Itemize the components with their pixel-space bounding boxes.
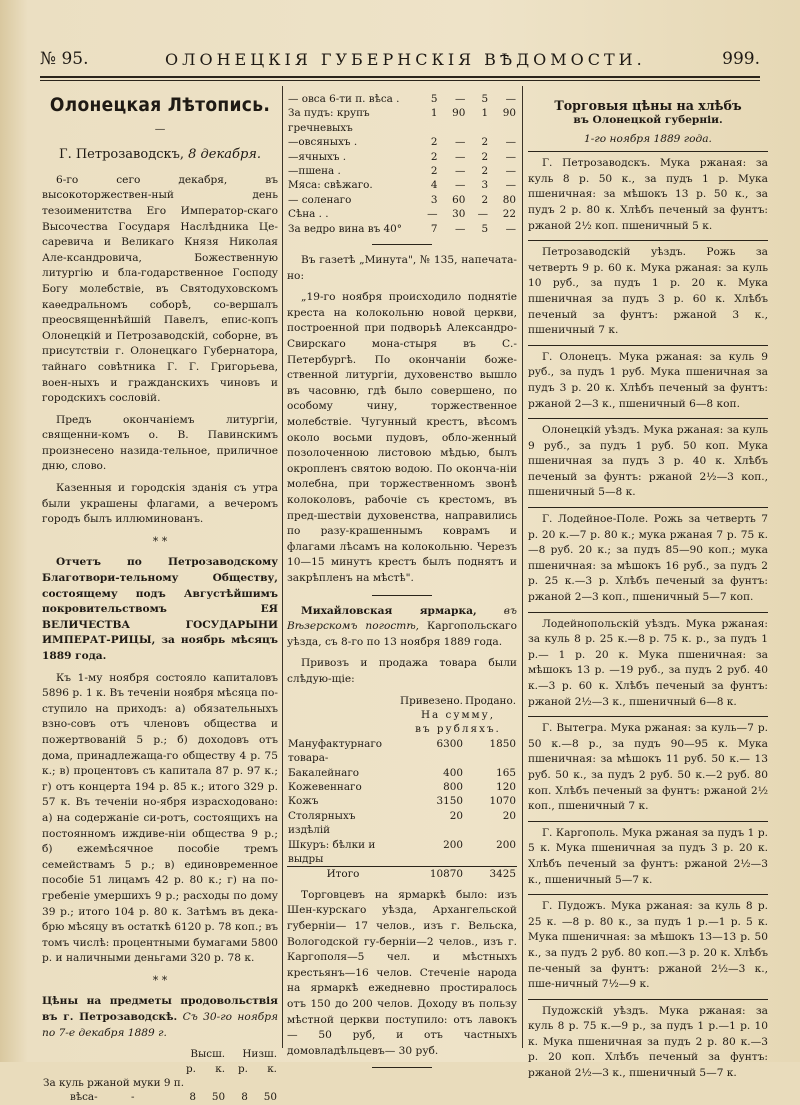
price-value: 30 — [452, 208, 466, 221]
grain-price-entry: Лодейнопольскій уѣздъ. Мука ржаная: за куль 8 р. 25 к.—8 р. 75 к. р., за пудъ 1 р.— 1 р. 20 к. Мука пшеничная: за мѣшокъ 13 р. —19 руб., за пудъ 2 руб. 40 к.—3 р. 60 к. Хлѣбъ печеный за фунтъ: ржаной 2½—3 к., пшеничный 6—8 к. — [528, 617, 768, 708]
unit-rub: р. — [237, 1062, 248, 1075]
price-value: — — [505, 222, 516, 235]
separator — [528, 240, 768, 241]
goods-label: Шкуръ: бѣлки и выдры — [288, 838, 376, 865]
separator — [528, 151, 768, 152]
goods-row — [287, 737, 517, 766]
goods-value: 120 — [496, 780, 516, 793]
price-value: — — [505, 165, 516, 178]
report-title: Отчетъ по Петрозаводскому Благотвори-тельному Обществу, состоящему подъ Августѣйшимъ покровительствомъ ЕЯ ВЕЛИЧЕСТВА ГОСУДАРЫНИ ИМПЕРАТ-РИЦЫ, за ноябрь мѣсяцъ 1889 года. — [42, 556, 278, 662]
price-value: — — [454, 93, 466, 105]
price-row — [287, 135, 517, 149]
price-value: 2 — [481, 136, 489, 149]
separator — [372, 595, 432, 596]
dateline-date: 8 декабря. — [188, 147, 262, 163]
separator — [528, 821, 768, 822]
grain-price-entry: Г. Петрозаводскъ. Мука ржаная: за куль 8 р. 50 к., за пудъ 1 р. Мука пшеничная: за мѣшокъ 13 р. 50 к., за пудъ 2 р. 80 к. Хлѣбъ печеный за фунтъ: ржаной 2½ коп. пшеничный 5 к. — [528, 157, 768, 232]
price-value: 3 — [481, 179, 489, 192]
price-value: — — [454, 165, 466, 178]
col-high: Высш. — [190, 1048, 226, 1061]
prices-title-bold: Цѣны на предметы продовольствія въ г. Петрозаводскѣ. — [42, 995, 278, 1024]
price-value: 7 — [430, 222, 438, 235]
goods-label: Кожъ — [288, 795, 319, 808]
paragraph: Казенныя и городскія зданія съ утра были украшены флагами, а вечеромъ городъ былъ иллюминованъ. — [42, 482, 278, 526]
goods-label: Бакалейнаго — [288, 766, 360, 779]
separator — [528, 418, 768, 419]
price-value: — — [505, 179, 516, 192]
goods-table — [287, 694, 517, 882]
issue-number: № 95. — [40, 49, 89, 69]
dateline — [42, 147, 278, 163]
goods-row — [287, 780, 517, 794]
goods-total-label: Итого — [287, 867, 399, 882]
price-value: — — [454, 136, 466, 149]
price-value: 2 — [430, 150, 438, 163]
price-value: 50 — [211, 1091, 226, 1104]
column-divider-1 — [282, 86, 283, 1048]
goods-total-value: 10870 — [399, 867, 464, 882]
price-value: 5 — [430, 93, 438, 105]
fair-title-place: въ Вѣзерскомъ погостѣ, — [287, 604, 517, 633]
price-row — [287, 92, 517, 106]
goods-col-sold: Продано. — [464, 694, 516, 707]
col-low: Низш. — [242, 1048, 277, 1061]
paragraph: Торговцевъ на ярмаркѣ было: изъ Шен-курскаго уѣзда, Архангельской губерніи— 17 челов., изъ г. Вельска, Вологодской гу-берніи—2 челов., изъ г. Каргополя—5 чел. и мѣстныхъ крестьянъ—16 челов. Стеченіе народа на ярмаркѣ ежедневно простиралось отъ 150 до 200 челов. Доходу въ пользу мѣстной церкви поступило: отъ лавокъ— 50 руб, и отъ частныхъ домовладѣльцевъ— 30 руб. — [287, 888, 517, 1057]
paragraph: Привозъ и продажа товара были слѣдую-щіе: — [287, 657, 517, 685]
goods-row — [287, 794, 517, 808]
price-value: — — [477, 208, 489, 221]
price-row — [287, 222, 517, 236]
column-3 — [528, 92, 768, 1080]
goods-col-sum: На сумму, — [420, 708, 496, 721]
price-row — [287, 178, 517, 192]
goods-value: 1850 — [489, 737, 516, 750]
grain-price-entry: Пудожскій уѣздъ. Мука ржаная: за куль 8 р. 75 к.—9 р., за пудъ 1 р.—1 р. 10 к. Мука пшеничная за пудъ 2 р. 80 к.—3 р. 20 коп. Хлѣбъ печеный за фунтъ: ржаной 2½—3 к., пшеничный 5—7 к. — [528, 1004, 768, 1080]
price-value: 22 — [502, 208, 516, 221]
price-value: 50 — [263, 1091, 277, 1104]
paragraph: 6-го сего декабря, въ высокоторжествен-ный день тезоименитства Его Император-скаго Высочества Государя Наслѣдника Це-саревича и Великаго Князя Николая Але-ксандровича, Божественную литургію и бла-годарственное Господу Богу молебствіе, въ Святодуховскомъ каѳедральномъ соборѣ, со-вершалъ преосвященнѣйшій Павелъ, епис-копъ Олонецкій и Петрозаводскій, соборне, въ присутствіи г. Олонецкаго Губернатора, тайнаго совѣтника Г. Г. Григорьева, воен-ныхъ и гражданскихъ чиновъ и городскихъ сословій. — [42, 173, 278, 405]
goods-value: 20 — [449, 809, 463, 822]
goods-col-rub: въ рубляхъ. — [415, 723, 501, 736]
price-row-label: Сѣна . . — [288, 208, 329, 221]
separator — [528, 345, 768, 346]
price-value: 90 — [452, 107, 466, 120]
price-row-label: —пшена . — [288, 165, 341, 178]
price-row-label: —овсяныхъ . — [288, 136, 358, 149]
grain-price-entry: Олонецкій уѣздъ. Мука ржаная: за куль 9 руб., за пудъ 1 руб. 50 коп. Мука пшеничная за пудъ 3 р. 40 к. Хлѣбъ печеный за фунтъ: ржаной 2½—3 коп., пшеничный 5—8 к. — [528, 424, 768, 499]
price-row-label: — овса 6-ти п. вѣса . — [288, 93, 400, 105]
newspaper-title: ОЛОНЕЦКІЯ ГУБЕРНСКІЯ ВѢДОМОСТИ. — [165, 49, 646, 69]
grain-price-entries — [528, 156, 768, 1081]
price-row — [287, 164, 517, 178]
price-value: 8 — [241, 1091, 248, 1104]
separator — [528, 999, 768, 1000]
price-value: 5 — [481, 222, 489, 235]
section-stars: * * — [152, 973, 168, 987]
price-row-label: —ячныхъ . — [288, 150, 347, 163]
column-2 — [287, 92, 517, 1057]
paragraph: Предъ окончаніемъ литургіи, священни-комъ о. В. Павинскимъ произнесено назида-тельное, приличное дню, слово. — [42, 413, 278, 473]
quote-paragraph: „19-го ноября происходило поднятіе креста на колокольню новой церкви, построенной при подворьѣ Александро-Свирскаго мона-стыря въ С.-Петербургѣ. По окончаніи боже-ственной литургіи, духовенство вышло въ часовню, гдѣ было совершено, по особому чину, торжественное молебствіе. Чугунный крестъ, вѣсомъ около восьми пудовъ, обло-женный позолоченною листовою мѣдью, былъ окропленъ святою водою. По оконча-ніи молебна, при торжественномъ звонѣ колоколовъ, рабочіе съ крестомъ, въ пред-шествіи духовенства, направились по разу-крашеннымъ коврамъ и флагами лѣсамъ на колокольню. Черезъ 10—15 минутъ крестъ былъ поднятъ и закрѣпленъ на мѣстѣ". — [287, 291, 517, 584]
page-number: 999. — [722, 49, 760, 69]
column-divider-2 — [522, 86, 523, 1048]
price-value: — — [505, 150, 516, 163]
price-value: 80 — [502, 193, 516, 206]
unit-kop: к. — [267, 1062, 277, 1075]
price-value: 2 — [430, 165, 438, 178]
goods-label: Кожевеннаго — [288, 780, 362, 793]
separator — [372, 1067, 432, 1068]
price-value: 1 — [481, 107, 489, 120]
price-value: — — [505, 136, 516, 149]
price-value: — — [427, 208, 438, 221]
grain-price-entry: Г. Олонецъ. Мука ржаная: за куль 9 руб., за пудъ 1 руб. Мука пшеничная за пудъ 3 р. 20 к. Хлѣбъ печеный за фунтъ: ржаной 2—3 к., пшеничный 6—8 коп. — [528, 350, 768, 410]
grain-price-entry: Г. Пудожъ. Мука ржаная: за куль 8 р. 25 к. —8 р. 80 к., за пудъ 1 р.—1 р. 5 к. Мука пшеничная: за мѣшокъ 13—13 р. 50 к., за пудъ 2 руб. 80 коп.—3 р. 20 к. Хлѣбъ пе-ченый за фунтъ: ржаной 2½—3 к., пше-ничный 7½—9 к. — [528, 900, 768, 991]
price-row — [287, 207, 517, 221]
goods-label: Столярныхъ издѣлій — [288, 809, 356, 837]
goods-value: 3150 — [436, 795, 463, 808]
goods-col-brought: Привезено. — [400, 694, 463, 707]
grain-price-entry: Г. Лодейное-Поле. Рожь за четверть 7 р. 20 к.—7 р. 80 к.; мука ржаная 7 р. 75 к.—8 руб. 20 к.; за пудъ 85—90 коп.; мука пшеничная: за мѣшокъ 16 руб., за пудъ 2 р. 25 к.—3 р. Хлѣбъ печеный за фунтъ: ржаной 2—3 коп., пшеничный 5—7 коп. — [528, 513, 768, 604]
goods-row — [287, 838, 517, 867]
unit-kop: к. — [215, 1062, 226, 1075]
goods-value: 20 — [502, 809, 516, 822]
prices-title — [42, 994, 278, 1041]
chronicle-heading: Олонецкая Лѣтопись. — [49, 94, 271, 116]
goods-total-value: 3425 — [464, 867, 517, 882]
header-rule-thin — [40, 80, 760, 81]
goods-value: 200 — [496, 838, 516, 851]
unit-rub: р. — [186, 1062, 196, 1075]
price-row — [287, 193, 517, 207]
column-1 — [42, 92, 278, 1104]
goods-value: 6300 — [436, 737, 463, 750]
price-value: 3 — [430, 193, 438, 206]
prices-title-dates: Съ 30-го ноября по 7-е декабря 1889 г. — [42, 1011, 278, 1039]
grain-prices-title: Торговыя цѣны на хлѣбъ — [554, 98, 742, 113]
separator — [528, 612, 768, 613]
price-value: — — [454, 150, 466, 163]
price-value: 2 — [481, 165, 489, 178]
separator — [528, 716, 768, 717]
price-value: — — [505, 93, 516, 105]
paragraph: Къ 1-му ноября состояло капиталовъ 5896 р. 1 к. Въ теченіи ноября мѣсяца по-ступило на приходъ: а) обязательныхъ взно-совъ отъ членовъ общества и пожертвованій 5 р.; б) доходовъ отъ дома, принадлежаща-го обществу 4 р. 75 к.; в) процентовъ съ капитала 87 р. 97 к.; г) отъ концерта 194 р. 85 к.; итого 329 р. 57 к. Въ теченіи но-ября израсходовано: а) на содержаніе си-ротъ, состоящихъ на постоянномъ иждиве-ніи общества 9 р.; б) ежемѣсячное пособіе тремъ семействамъ 5 р.; в) единовременное пособіе 51 лицамъ 42 р. 80 к.; г) на по-гребеніе умершихъ 9 р.; расходы по дому 39 р.; итого 104 р. 80 к. Затѣмъ въ дека-брю мѣсяцу въ остаткѣ 6120 р. 78 коп.; въ томъ числѣ: процентными бумагами 5800 р. и наличными деньгами 320 р. 78 к. — [42, 671, 278, 965]
price-row-label: За пудъ: крупъ гречневыхъ — [288, 107, 370, 134]
price-value: — — [454, 179, 466, 192]
grain-prices-date: 1-го ноября 1889 года. — [584, 132, 712, 145]
price-row-label: — соленаго — [288, 193, 352, 206]
goods-value: 400 — [443, 766, 463, 779]
price-row-label: Мяса: свѣжаго. — [288, 179, 373, 192]
price-row — [287, 106, 517, 135]
separator — [372, 244, 432, 245]
goods-row — [287, 809, 517, 838]
goods-value: 800 — [443, 780, 463, 793]
price-value: 60 — [452, 193, 466, 206]
grain-price-entry: Г. Каргополь. Мука ржаная за пудъ 1 р. 5 к. Мука пшеничная за пудъ 3 р. 20 к. Хлѣбъ печеный за фунтъ: ржаной 2½—3 к., пшеничный 5—7 к. — [528, 826, 768, 886]
header-rule-thick — [40, 76, 760, 78]
price-row-label: вѣса- - — [70, 1091, 135, 1104]
price-value: 2 — [481, 150, 489, 163]
goods-value: 165 — [496, 766, 516, 779]
price-row-label: За куль ржаной муки 9 п. — [43, 1077, 185, 1090]
fair-title — [287, 604, 517, 651]
grain-price-entry: Г. Вытегра. Мука ржаная: за куль—7 р. 50 к.—8 р., за пудъ 90—95 к. Мука пшеничная: за мѣшокъ 11 руб. 50 к.— 13 руб. 50 к., за пудъ 2 руб. 50 к.—2 руб. 80 коп. Хлѣбъ печеный за фунтъ: ржаной 2½ коп., пшеничный 7 к. — [528, 722, 768, 813]
prices-table-head — [42, 1047, 278, 1105]
fair-title-rest: Каргопольскаго уѣзда, съ 8-го по 13 ноября 1889 года. — [287, 620, 517, 648]
grain-prices-subtitle: въ Олонецкой губерніи. — [573, 114, 723, 126]
price-value: 5 — [481, 93, 489, 105]
price-row-label: За ведро вина въ 40° — [288, 222, 402, 235]
prices-table-continued — [287, 92, 517, 236]
heading-dash: — — [154, 122, 166, 135]
price-value: 4 — [430, 179, 438, 192]
section-stars: * * — [152, 534, 168, 548]
page-header — [40, 46, 760, 72]
paragraph: Въ газетѣ „Минута", № 135, напечата-но: — [287, 254, 517, 282]
dateline-place: Г. Петрозаводскъ, — [58, 147, 185, 163]
goods-row — [287, 766, 517, 780]
price-value: 1 — [430, 107, 438, 120]
separator — [528, 894, 768, 895]
price-row — [287, 150, 517, 164]
price-value: 2 — [430, 136, 438, 149]
fair-title-bold: Михайловская ярмарка, — [301, 604, 477, 617]
price-value: 8 — [189, 1091, 196, 1104]
separator — [528, 507, 768, 508]
price-value: — — [454, 222, 466, 235]
price-value: 2 — [481, 193, 489, 206]
goods-label: Мануфактурнаго товара- — [288, 737, 383, 765]
grain-price-entry: Петрозаводскій уѣздъ. Рожь за четверть 9 р. 60 к. Мука ржаная: за куль 10 руб., за пудъ 1 р. 20 к. Мука пшеничная за пудъ 3 р. 60 к. Хлѣбъ печеный за фунтъ: ржаной 3 к., пшеничный 7 к. — [528, 246, 768, 337]
price-value: 90 — [502, 107, 516, 120]
goods-value: 200 — [443, 838, 463, 851]
goods-value: 1070 — [489, 795, 516, 808]
